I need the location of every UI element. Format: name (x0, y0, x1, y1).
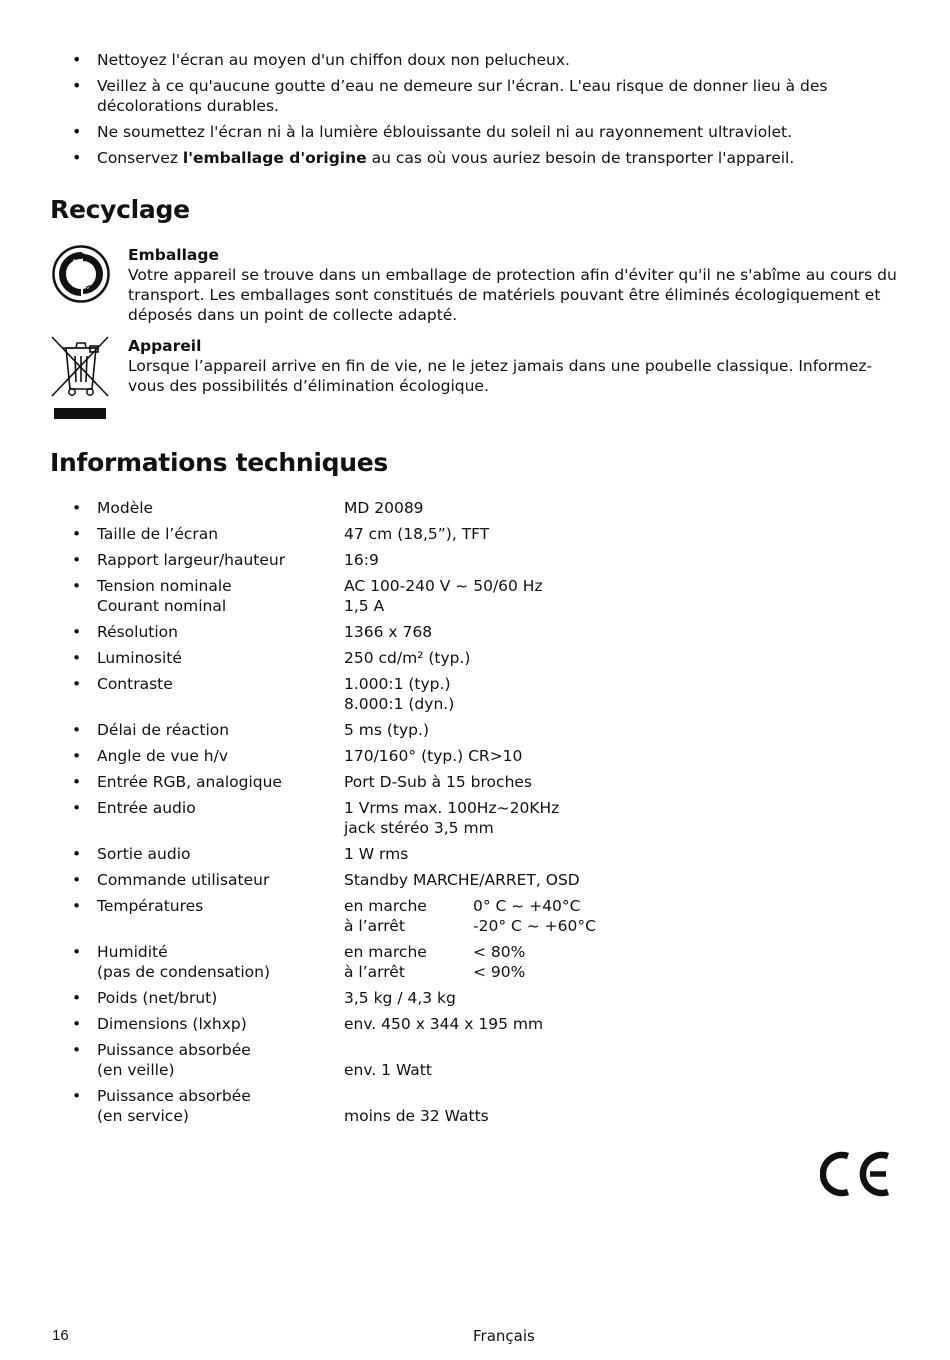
instruction-text: Nettoyez l'écran au moyen d'un chiffon doux non pelucheux. (97, 51, 570, 69)
spec-value: moins de 32 Watts (344, 1107, 489, 1125)
spec-label: Modèle (97, 499, 154, 517)
instruction-text: Ne soumettez l'écran ni à la lumière éblouissante du soleil ni au rayonnement ultraviolet. (97, 123, 793, 141)
spec-value: 170/160° (typ.) CR>10 (344, 747, 523, 765)
bullet-marker: • (72, 897, 82, 915)
spec-label: Puissance absorbée (en service) (97, 1087, 251, 1125)
instruction-text: Conservez (97, 149, 183, 167)
bullet-marker: • (72, 721, 82, 739)
bullet-marker: • (72, 1041, 82, 1059)
informations-techniques-heading: Informations techniques (50, 448, 388, 477)
appareil-block (128, 336, 908, 396)
spec-row (52, 674, 652, 714)
care-instruction-item (52, 148, 902, 168)
spec-label: Luminosité (97, 649, 182, 667)
crossed-out-bin-icon (50, 334, 112, 424)
spec-value: 1366 x 768 (344, 623, 433, 641)
spec-condition: en marche à l’arrêt (344, 897, 427, 935)
spec-label: Résolution (97, 623, 178, 641)
spec-value: 47 cm (18,5”), TFT (344, 525, 490, 543)
appareil-title: Appareil (128, 337, 202, 355)
bullet-marker: • (72, 943, 82, 961)
spec-label: Rapport largeur/hauteur (97, 551, 286, 569)
spec-value: 0° C ~ +40°C -20° C ~ +60°C (473, 897, 596, 935)
bullet-marker: • (72, 845, 82, 863)
spec-value: < 80% < 90% (473, 943, 526, 981)
care-instruction-item (52, 50, 902, 70)
instruction-emphasis: l'emballage d'origine (182, 149, 367, 167)
specifications-list (52, 498, 652, 1132)
spec-value: 1 W rms (344, 845, 409, 863)
bullet-marker: • (72, 871, 82, 889)
spec-row (52, 550, 652, 570)
spec-label: Angle de vue h/v (97, 747, 229, 765)
spec-value: 3,5 kg / 4,3 kg (344, 989, 456, 1007)
ce-mark-icon (820, 1150, 892, 1198)
bullet-marker: • (72, 747, 82, 765)
spec-row (52, 1086, 652, 1126)
spec-value: MD 20089 (344, 499, 424, 517)
bullet-marker: • (72, 525, 82, 543)
spec-label: Dimensions (lxhxp) (97, 1015, 247, 1033)
spec-row (52, 648, 652, 668)
bullet-marker: • (72, 551, 82, 569)
spec-label: Commande utilisateur (97, 871, 270, 889)
emballage-text: Votre appareil se trouve dans un emballage de protection afin d'éviter qu'il ne s'abîme au cours du transport. Les emballages sont constitués de matériels pouvant être éliminés écologiquement et déposés dans un point de collecte adapté. (128, 266, 897, 324)
spec-row (52, 870, 652, 890)
spec-row (52, 720, 652, 740)
spec-label: Entrée RGB, analogique (97, 773, 282, 791)
spec-row (52, 524, 652, 544)
spec-label: Taille de l’écran (97, 525, 219, 543)
spec-label: Entrée audio (97, 799, 196, 817)
bullet-marker: • (72, 773, 82, 791)
spec-row (52, 844, 652, 864)
spec-value: Port D-Sub à 15 broches (344, 773, 532, 791)
spec-row (52, 746, 652, 766)
spec-row (52, 772, 652, 792)
appareil-text: Lorsque l’appareil arrive en fin de vie, ne le jetez jamais dans une poubelle classique. Informez-vous des possibilités d’élimination écologique. (128, 357, 873, 395)
spec-value: env. 1 Watt (344, 1061, 432, 1079)
spec-label: Poids (net/brut) (97, 989, 218, 1007)
bullet-marker: • (72, 649, 82, 667)
spec-condition: en marche à l’arrêt (344, 943, 427, 981)
bullet-marker: • (72, 1087, 82, 1105)
spec-row (52, 1014, 652, 1034)
spec-row (52, 798, 652, 838)
spec-label: Contraste (97, 675, 173, 693)
spec-row (52, 896, 652, 936)
spec-label: Températures (97, 897, 204, 915)
spec-label: Sortie audio (97, 845, 191, 863)
spec-value: 250 cd/m² (typ.) (344, 649, 471, 667)
emballage-title: Emballage (128, 246, 219, 264)
bullet-marker: • (72, 1015, 82, 1033)
instruction-text: Veillez à ce qu'aucune goutte d’eau ne demeure sur l'écran. L'eau risque de donner lieu à des décolorations durables. (97, 77, 828, 115)
spec-row (52, 622, 652, 642)
care-instruction-item (52, 122, 902, 142)
bullet-marker: • (72, 577, 82, 595)
spec-label: Tension nominale Courant nominal (97, 577, 232, 615)
spec-value: AC 100-240 V ~ 50/60 Hz 1,5 A (344, 577, 543, 615)
spec-value: Standby MARCHE/ARRET, OSD (344, 871, 580, 889)
spec-row (52, 1040, 652, 1080)
spec-label: Humidité (pas de condensation) (97, 943, 271, 981)
care-instruction-item (52, 76, 902, 116)
spec-value: 5 ms (typ.) (344, 721, 430, 739)
bullet-marker: • (72, 623, 82, 641)
spec-value: 16:9 (344, 551, 379, 569)
bullet-marker: • (72, 989, 82, 1007)
spec-row (52, 498, 652, 518)
spec-label: Délai de réaction (97, 721, 230, 739)
instruction-text-end: au cas où vous auriez besoin de transporter l'appareil. (366, 149, 795, 167)
spec-row (52, 988, 652, 1008)
spec-value: env. 450 x 344 x 195 mm (344, 1015, 544, 1033)
spec-row (52, 942, 652, 982)
bullet-marker: • (72, 675, 82, 693)
recyclage-heading: Recyclage (50, 195, 190, 224)
bullet-marker: • (72, 799, 82, 817)
spec-value: 1.000:1 (typ.) 8.000:1 (dyn.) (344, 675, 455, 713)
bullet-marker: • (72, 499, 82, 517)
spec-row (52, 576, 652, 616)
green-dot-recycling-icon (52, 245, 110, 303)
spec-value: 1 Vrms max. 100Hz~20KHz jack stéréo 3,5 mm (344, 799, 560, 837)
page-number: 16 (52, 1327, 69, 1344)
footer-language: Français (473, 1327, 535, 1345)
emballage-block (128, 245, 908, 325)
care-instructions-list (52, 50, 902, 174)
spec-label: Puissance absorbée (en veille) (97, 1041, 251, 1079)
